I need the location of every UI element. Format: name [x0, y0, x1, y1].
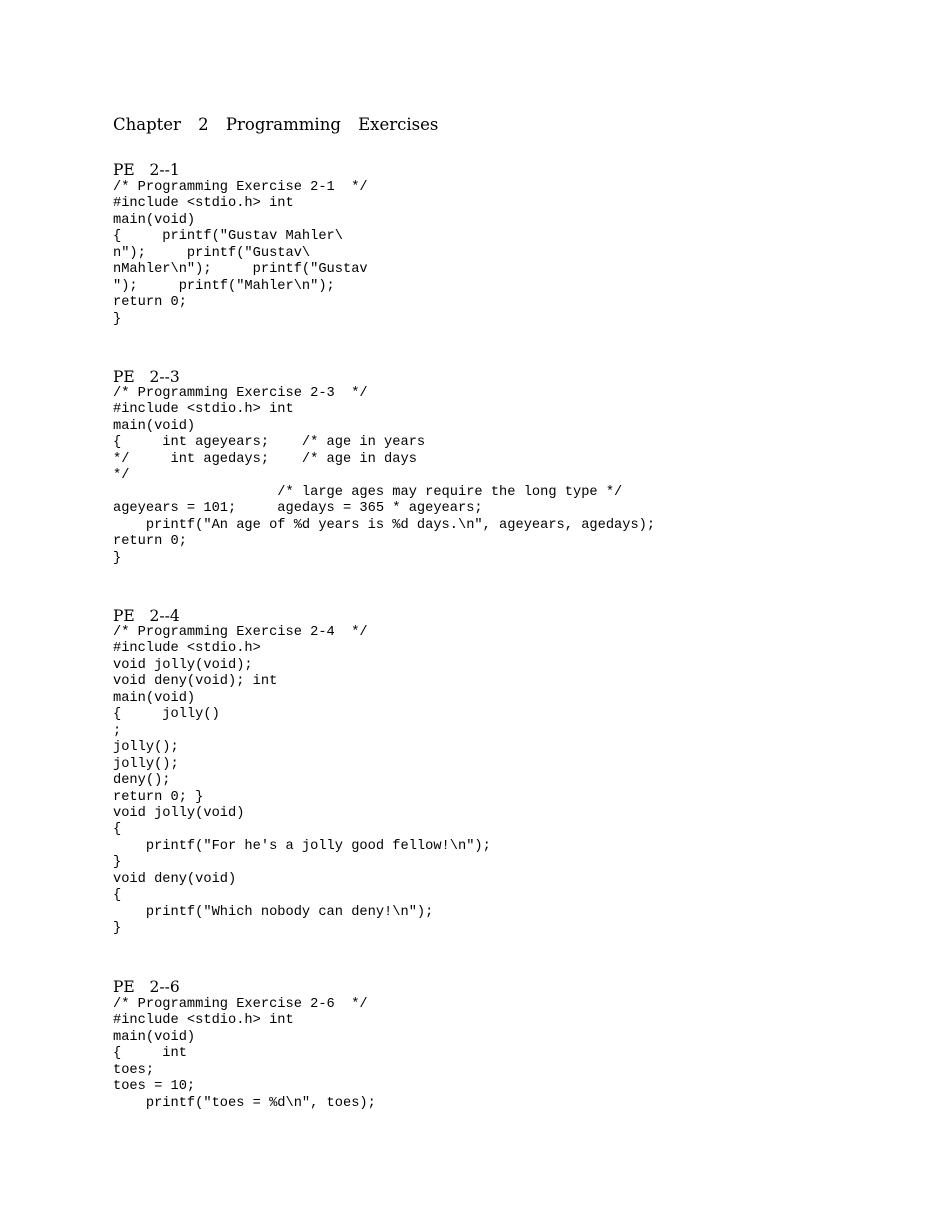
section-heading-pe-2-1: PE 2‑‑1: [113, 161, 180, 179]
code-block-pe-2-6: /* Programming Exercise 2-6 */ #include <stdio.h> int main(void) { int toes; toes = 10; printf("toes = %d\n", toes);: [113, 997, 376, 1111]
code-block-pe-2-4: /* Programming Exercise 2-4 */ #include <stdio.h> void jolly(void); void deny(void); int main(void) { jolly() ; jolly(); jolly(); deny(); return 0; } void jolly(void) { printf("For he's a jolly good fellow!\n"); } void deny(void) { printf("Which nobody can deny!\n"); }: [113, 625, 491, 937]
code-block-pe-2-3: /* Programming Exercise 2-3 */ #include <stdio.h> int main(void) { int ageyears; /* age in years */ int agedays; /* age in days */ /* large ages may require the long type */ ageyears = 101; agedays = 365 * ageyears; printf("An age of %d years is %d days.\n", ageyears, agedays); return 0; }: [113, 386, 656, 566]
section-heading-pe-2-3: PE 2‑‑3: [113, 368, 180, 386]
code-block-pe-2-1: /* Programming Exercise 2-1 */ #include <stdio.h> int main(void) { printf("Gustav Mahler\ n"); printf("Gustav\ nMahler\n"); printf("Gustav "); printf("Mahler\n"); return 0; }: [113, 180, 368, 327]
section-heading-pe-2-6: PE 2‑‑6: [113, 978, 180, 996]
page-title: Chapter 2 Programming Exercises: [113, 115, 439, 134]
section-heading-pe-2-4: PE 2‑‑4: [113, 607, 180, 625]
